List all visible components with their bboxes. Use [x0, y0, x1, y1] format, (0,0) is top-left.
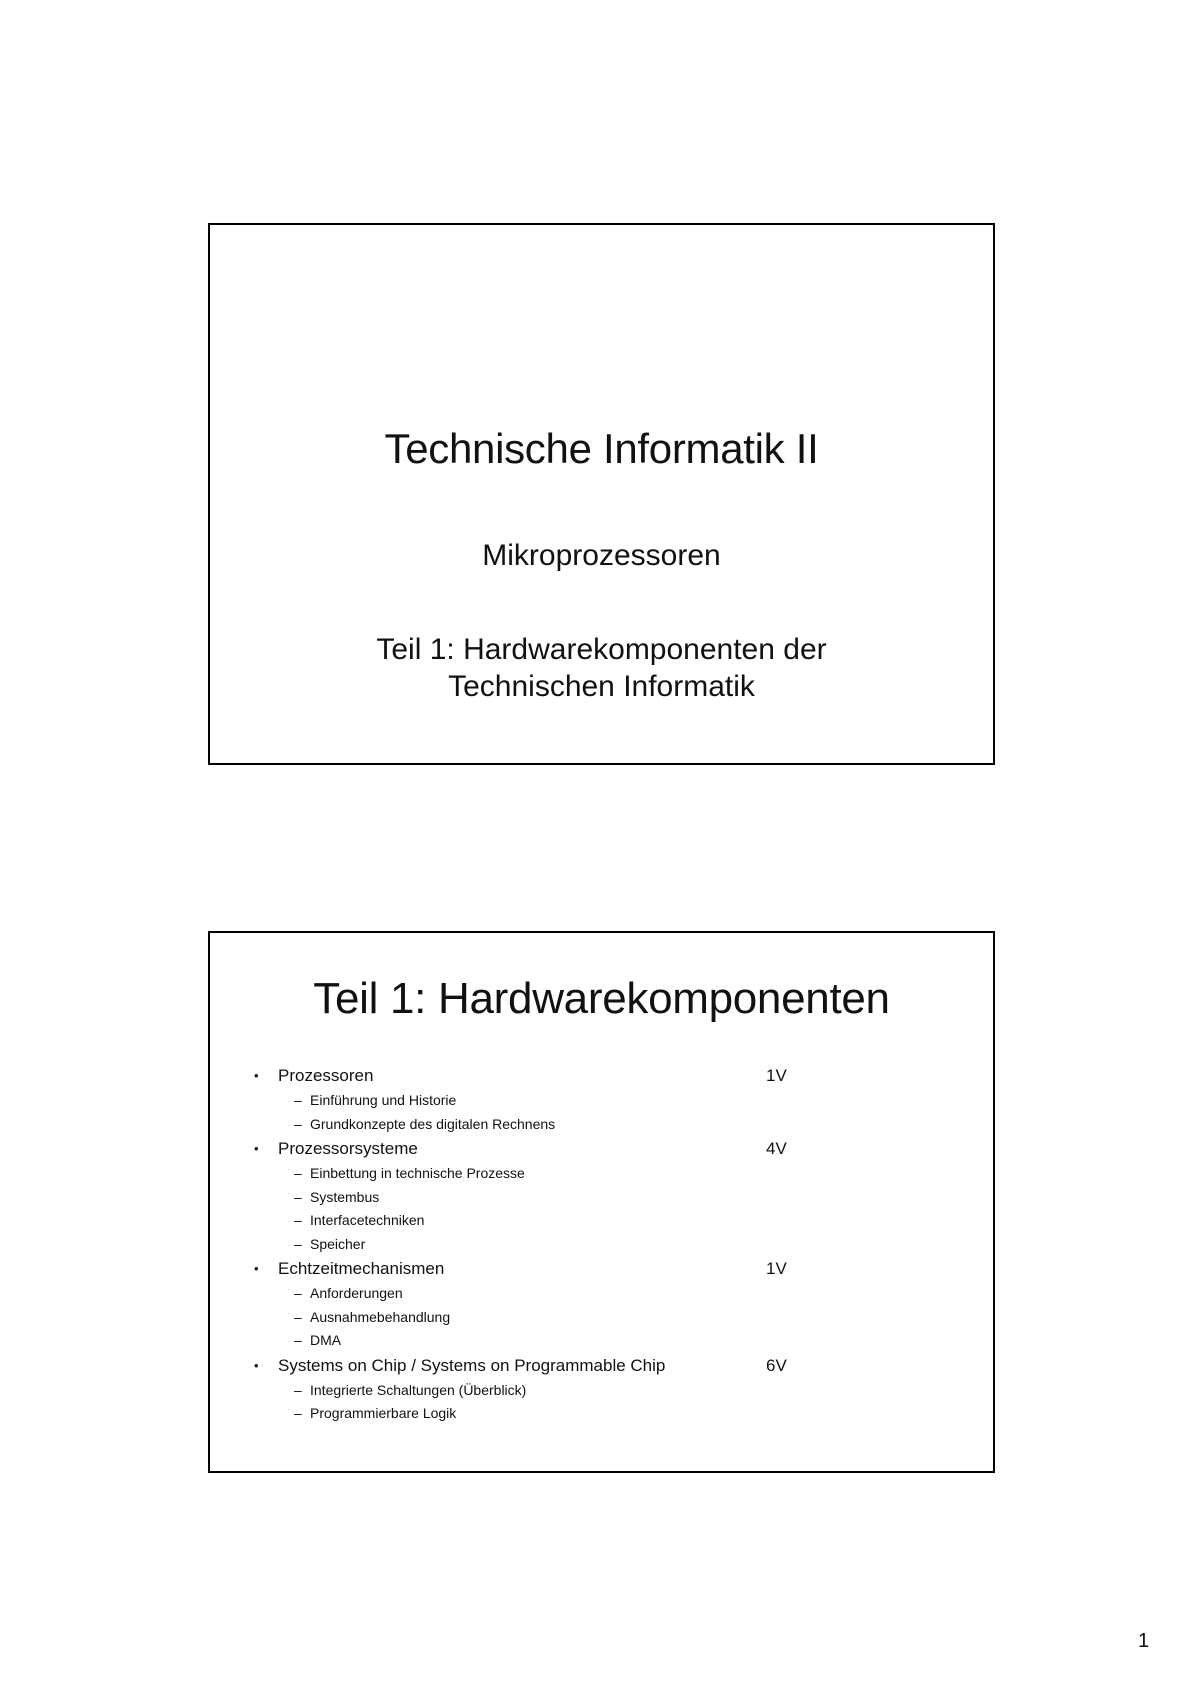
subtopic-item [254, 1162, 954, 1186]
topic-item [254, 1256, 954, 1282]
subtopic-label: Einführung und Historie [310, 1092, 457, 1108]
subtopic-label: Anforderungen [310, 1285, 403, 1301]
topic-hours: 1V [766, 1259, 787, 1278]
dash-icon: – [294, 1332, 302, 1348]
subtopic-label: Interfacetechniken [310, 1212, 425, 1228]
slide-part-description [210, 631, 993, 705]
part-line-1: Teil 1: Hardwarekomponenten der [376, 633, 827, 666]
dash-icon: – [294, 1285, 302, 1301]
subtopic-item [254, 1402, 954, 1426]
part-line-2: Technischen Informatik [448, 670, 755, 703]
subtopic-label: Integrierte Schaltungen (Überblick) [310, 1381, 527, 1398]
subtopic-label: Systembus [310, 1188, 380, 1205]
subtopic-label: Einbettung in technische Prozesse [310, 1165, 525, 1181]
bullet-icon: • [254, 1068, 259, 1083]
slide-outline-heading: Teil 1: Hardwarekomponenten [313, 974, 890, 1023]
bullet-icon: • [254, 1357, 259, 1373]
subtopic-item [254, 1233, 954, 1257]
slide-outline [208, 931, 995, 1473]
dash-icon: – [294, 1308, 302, 1325]
subtopic-label: Programmierbare Logik [310, 1405, 457, 1421]
topic-item [254, 1063, 954, 1089]
topic-item [254, 1353, 954, 1379]
dash-icon: – [294, 1092, 302, 1108]
topic-item [254, 1136, 954, 1162]
dash-icon: – [294, 1188, 302, 1205]
subtopic-item [254, 1089, 954, 1113]
subtopic-label: Ausnahmebehandlung [310, 1308, 451, 1325]
topic-hours: 1V [766, 1066, 787, 1085]
dash-icon: – [294, 1405, 302, 1421]
subtopic-label: Speicher [310, 1235, 366, 1252]
topic-label: Prozessorsysteme [278, 1139, 418, 1158]
slide-title [208, 223, 995, 765]
bullet-icon: • [254, 1141, 259, 1156]
outline-list [254, 1063, 954, 1426]
dash-icon: – [294, 1381, 302, 1398]
topic-hours: 6V [766, 1355, 787, 1375]
subtopic-item [254, 1282, 954, 1306]
subtopic-item [254, 1379, 954, 1403]
dash-icon: – [294, 1165, 302, 1181]
topic-label: Prozessoren [278, 1066, 374, 1085]
dash-icon: – [294, 1115, 302, 1132]
dash-icon: – [294, 1212, 302, 1228]
page-number: 1 [1138, 1630, 1150, 1652]
subtopic-item [254, 1209, 954, 1233]
slide-title-heading: Technische Informatik II [384, 425, 819, 472]
subtopic-item [254, 1113, 954, 1137]
topic-hours: 4V [766, 1139, 787, 1158]
subtopic-label: DMA [310, 1332, 342, 1348]
slide-subtitle: Mikroprozessoren [482, 539, 721, 572]
subtopic-item [254, 1329, 954, 1353]
topic-label: Systems on Chip / Systems on Programmable Chip [278, 1355, 666, 1375]
subtopic-item [254, 1306, 954, 1330]
dash-icon: – [294, 1235, 302, 1252]
topic-label: Echtzeitmechanismen [278, 1259, 445, 1278]
subtopic-item [254, 1186, 954, 1210]
bullet-icon: • [254, 1261, 259, 1276]
subtopic-label: Grundkonzepte des digitalen Rechnens [310, 1115, 556, 1132]
